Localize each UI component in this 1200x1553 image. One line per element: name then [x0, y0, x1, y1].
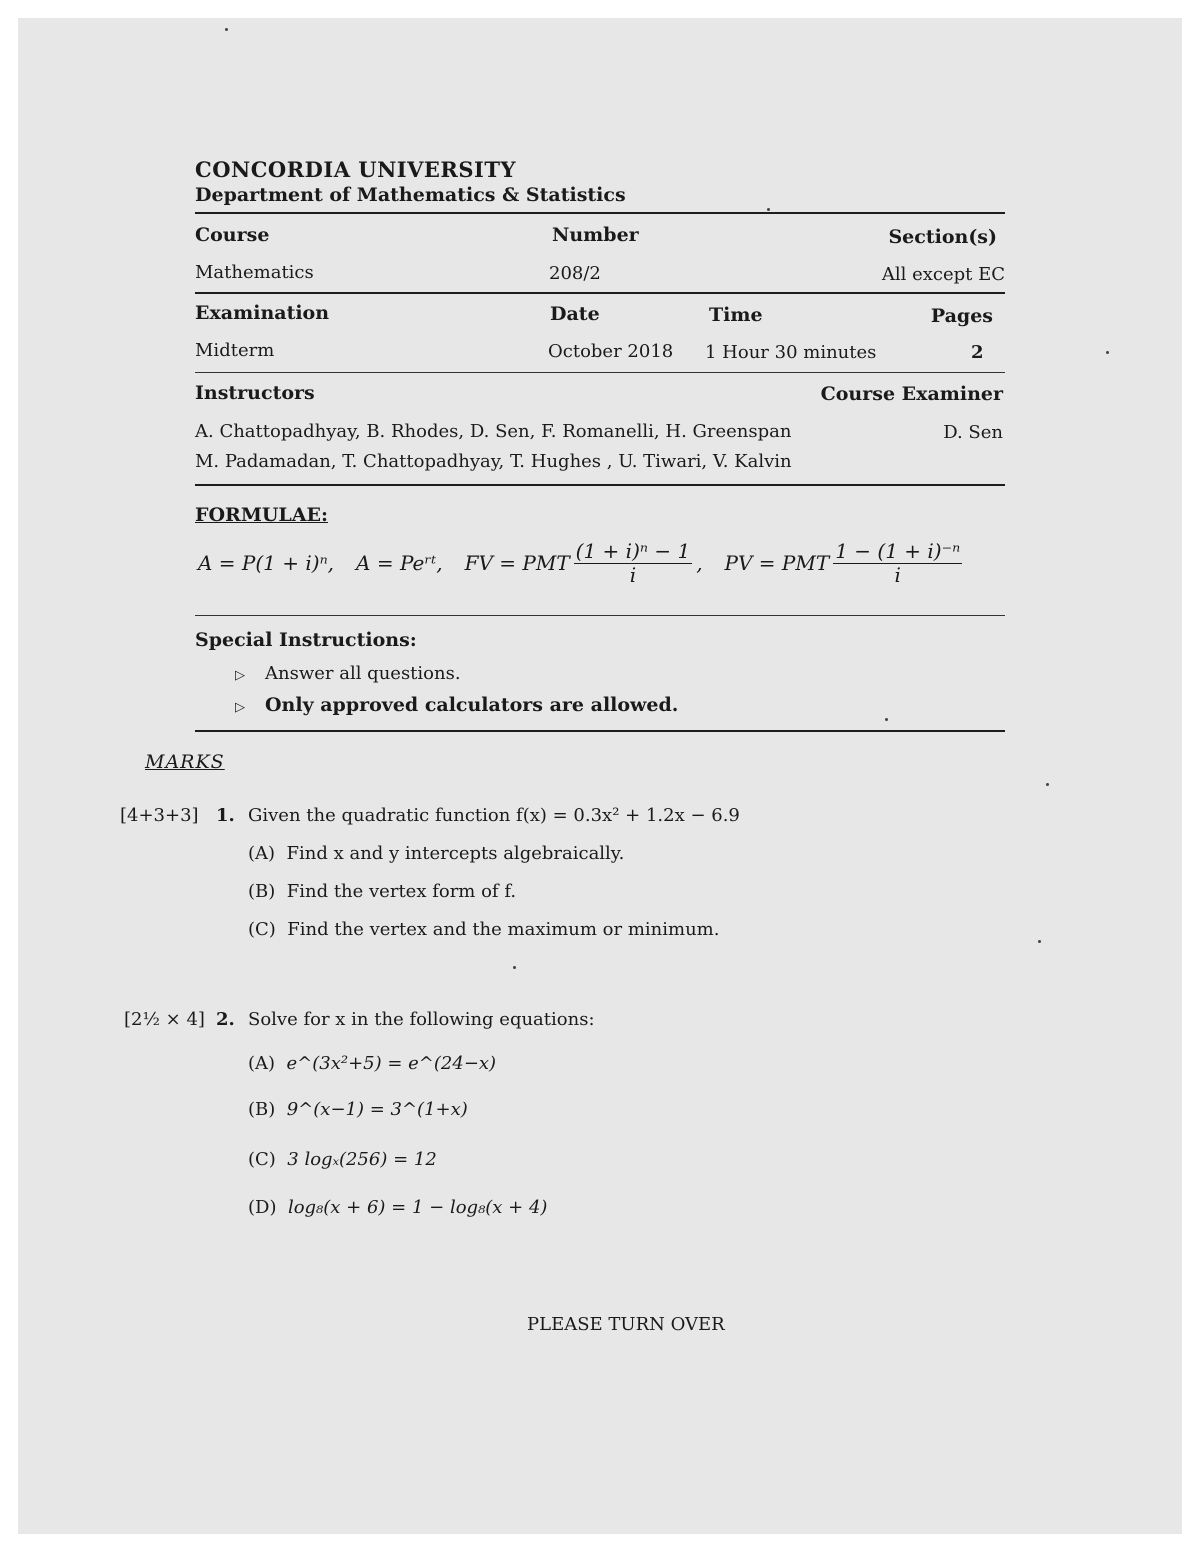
course-label: Course: [195, 224, 270, 246]
scan-speck: [513, 966, 516, 969]
examination-value: Midterm: [195, 340, 275, 361]
examination-label: Examination: [195, 302, 330, 324]
part-label: (B): [248, 881, 276, 902]
marks-heading: MARKS: [145, 751, 225, 773]
scan-speck: [767, 208, 770, 211]
number-value: 208/2: [549, 263, 601, 284]
divider: [195, 212, 1005, 214]
pv-denominator: i: [894, 563, 901, 587]
sections-label: Section(s): [888, 226, 997, 248]
please-turn-over: PLEASE TURN OVER: [527, 1314, 725, 1335]
course-examiner-label: Course Examiner: [820, 383, 1003, 405]
part-text: Find the vertex and the maximum or minimum.: [287, 919, 720, 940]
question-2-text: Solve for x in the following equations:: [248, 1009, 595, 1030]
future-value-formula: FV = PMT $\frac{\text{(1 + i)ⁿ − 1}}{i}$ ,: [464, 539, 703, 587]
pv-fraction: [833, 540, 962, 586]
formulae-heading: FORMULAE:: [195, 504, 329, 526]
university-name: CONCORDIA UNIVERSITY: [195, 157, 516, 182]
divider: [195, 372, 1005, 373]
question-1-part-c: [248, 919, 719, 940]
scan-speck: [1046, 783, 1049, 786]
scan-speck: [1038, 940, 1041, 943]
divider: [195, 292, 1005, 294]
instruction-item: [235, 663, 461, 684]
question-1-number: 1.: [216, 805, 235, 826]
question-2-number: 2.: [216, 1009, 235, 1030]
part-text: Find the vertex form of f.: [286, 881, 517, 902]
scan-speck: [225, 28, 228, 31]
date-label: Date: [550, 303, 600, 325]
part-label: (C): [248, 1149, 276, 1170]
date-value: October 2018: [548, 341, 674, 362]
scan-speck: [1106, 351, 1109, 354]
scan-speck: [885, 718, 888, 721]
question-1-text: Given the quadratic function f(x) = 0.3x² + 1.2x − 6.9: [248, 805, 740, 826]
time-label: Time: [709, 304, 763, 326]
course-examiner-value: D. Sen: [943, 422, 1003, 443]
question-1-marks: [4+3+3]: [120, 805, 199, 826]
fv-denominator: i: [629, 563, 637, 587]
course-value: Mathematics: [195, 262, 314, 283]
sections-value: All except EC: [881, 264, 1005, 285]
part-label: (D): [248, 1197, 277, 1218]
divider: [195, 730, 1005, 732]
question-2-marks: [2½ × 4]: [124, 1009, 205, 1030]
question-2-part-c: [248, 1149, 437, 1170]
special-instructions-heading: Special Instructions:: [195, 629, 417, 651]
triangle-bullet-icon: ▷: [235, 700, 245, 715]
pv-lhs: PV = PMT: [724, 551, 830, 575]
question-1-part-a: [248, 843, 624, 864]
part-text: 9^(x−1) = 3^(1+x): [286, 1099, 468, 1120]
pages-value: 2: [971, 342, 984, 363]
question-1-part-b: [248, 881, 516, 902]
compound-interest-formula: A = P(1 + i)ⁿ,: [198, 551, 335, 575]
question-2-part-b: [248, 1099, 468, 1120]
instruction-item: [235, 694, 678, 716]
divider: [195, 484, 1005, 486]
pages-label: Pages: [930, 305, 993, 327]
question-2-part-d: [248, 1197, 547, 1218]
instruction-text: Answer all questions.: [265, 663, 461, 684]
instructors-line-1: A. Chattopadhyay, B. Rhodes, D. Sen, F. Romanelli, H. Greenspan: [195, 421, 792, 442]
department-name: Department of Mathematics & Statistics: [195, 184, 626, 206]
part-label: (B): [248, 1099, 276, 1120]
part-text: log₈(x + 6) = 1 − log₈(x + 4): [287, 1197, 548, 1218]
part-label: (A): [248, 1053, 276, 1074]
part-text: 3 logₓ(256) = 12: [287, 1149, 437, 1170]
divider: [195, 615, 1005, 616]
instructors-label: Instructors: [195, 382, 315, 404]
part-text: e^(3x²+5) = e^(24−x): [286, 1053, 497, 1074]
instruction-text: Only approved calculators are allowed.: [265, 694, 679, 716]
number-label: Number: [552, 224, 639, 246]
question-2-part-a: [248, 1053, 496, 1074]
part-text: Find x and y intercepts algebraically.: [286, 843, 625, 864]
fv-numerator: (1 + i)ⁿ − 1: [575, 539, 691, 563]
formulae-line: [198, 540, 966, 586]
present-value-formula: [725, 540, 967, 586]
fv-fraction: [574, 540, 693, 586]
fv-lhs: FV = PMT: [464, 551, 570, 575]
instructors-line-2: M. Padamadan, T. Chattopadhyay, T. Hughes , U. Tiwari, V. Kalvin: [195, 451, 792, 472]
pv-numerator: 1 − (1 + i)⁻ⁿ: [835, 539, 961, 563]
time-value: 1 Hour 30 minutes: [705, 342, 877, 363]
part-label: (C): [248, 919, 276, 940]
triangle-bullet-icon: ▷: [235, 668, 245, 683]
continuous-interest-formula: A = Peʳᵗ,: [356, 551, 443, 575]
part-label: (A): [248, 843, 276, 864]
